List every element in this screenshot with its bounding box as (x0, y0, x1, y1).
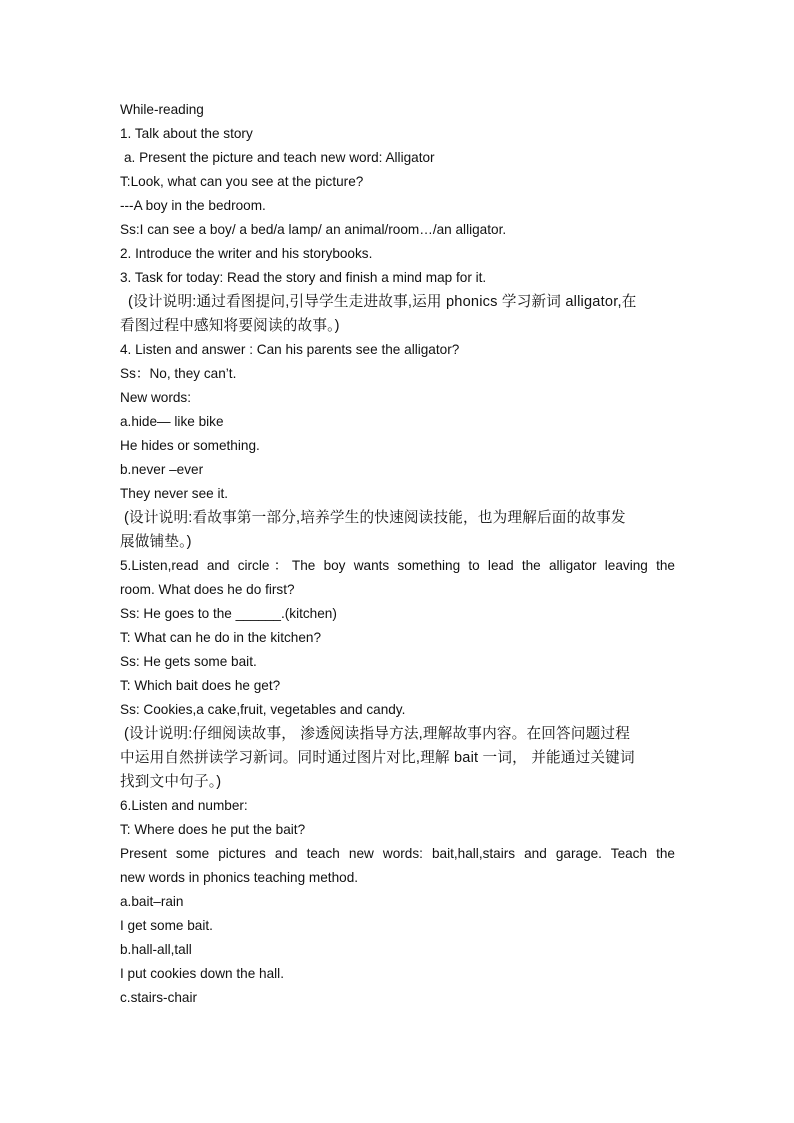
design-note: 看图过程中感知将要阅读的故事。) (120, 318, 340, 334)
text-line: Ss：No, they can’t. (120, 366, 237, 381)
section-heading: While-reading (120, 102, 204, 117)
design-note: (设计说明:仔细阅读故事， 渗透阅读指导方法,理解故事内容。在回答问题过程 (124, 726, 631, 742)
text-line: c.stairs-chair (120, 990, 198, 1005)
step-heading: 1. Talk about the story (120, 126, 253, 141)
design-note: 中运用自然拼读学习新词。同时通过图片对比,理解 bait 一词， 并能通过关键词 (120, 750, 635, 766)
design-note: 找到文中句子。) (120, 774, 222, 790)
text-line: New words: (120, 390, 192, 405)
text-line: T: What can he do in the kitchen? (120, 630, 322, 645)
text-line: They never see it. (120, 486, 229, 501)
text-line: ---A boy in the bedroom. (120, 198, 266, 213)
text-line: I put cookies down the hall. (120, 966, 284, 981)
text-line: Ss: He goes to the ______.(kitchen) (120, 606, 337, 621)
text-line: He hides or something. (120, 438, 260, 453)
step-heading: 4. Listen and answer : Can his parents see the alligator? (120, 342, 460, 357)
text-line: Ss: He gets some bait. (120, 654, 257, 669)
step-heading: 5.Listen,read and circle：The boy wants something to lead the alligator leaving the (120, 558, 675, 573)
step-heading: 3. Task for today: Read the story and finish a mind map for it. (120, 270, 487, 285)
text-line: b.hall-all,tall (120, 942, 192, 957)
text-line: a. Present the picture and teach new word: Alligator (124, 150, 435, 165)
text-line: b.never –ever (120, 462, 204, 477)
text-line: new words in phonics teaching method. (120, 870, 359, 885)
text-line: T:Look, what can you see at the picture? (120, 174, 364, 189)
step-heading: 2. Introduce the writer and his storybooks. (120, 246, 373, 261)
design-note: (设计说明:通过看图提问,引导学生走进故事,运用 phonics 学习新词 alligator,在 (128, 294, 637, 310)
text-line: Ss: Cookies,a cake,fruit, vegetables and candy. (120, 702, 406, 717)
text-line: T: Where does he put the bait? (120, 822, 306, 837)
step-heading: 6.Listen and number: (120, 798, 248, 813)
text-line: a.hide— like bike (120, 414, 224, 429)
text-line: Present some pictures and teach new words: bait,hall,stairs and garage. Teach the (120, 846, 675, 861)
text-line: a.bait–rain (120, 894, 184, 909)
design-note: (设计说明:看故事第一部分,培养学生的快速阅读技能，也为理解后面的故事发 (124, 510, 626, 526)
text-line: T: Which bait does he get? (120, 678, 281, 693)
text-line: Ss:I can see a boy/ a bed/a lamp/ an animal/room…/an alligator. (120, 222, 507, 237)
design-note: 展做铺垫。) (120, 534, 192, 550)
text-line: room. What does he do first? (120, 582, 295, 597)
text-line: I get some bait. (120, 918, 213, 933)
